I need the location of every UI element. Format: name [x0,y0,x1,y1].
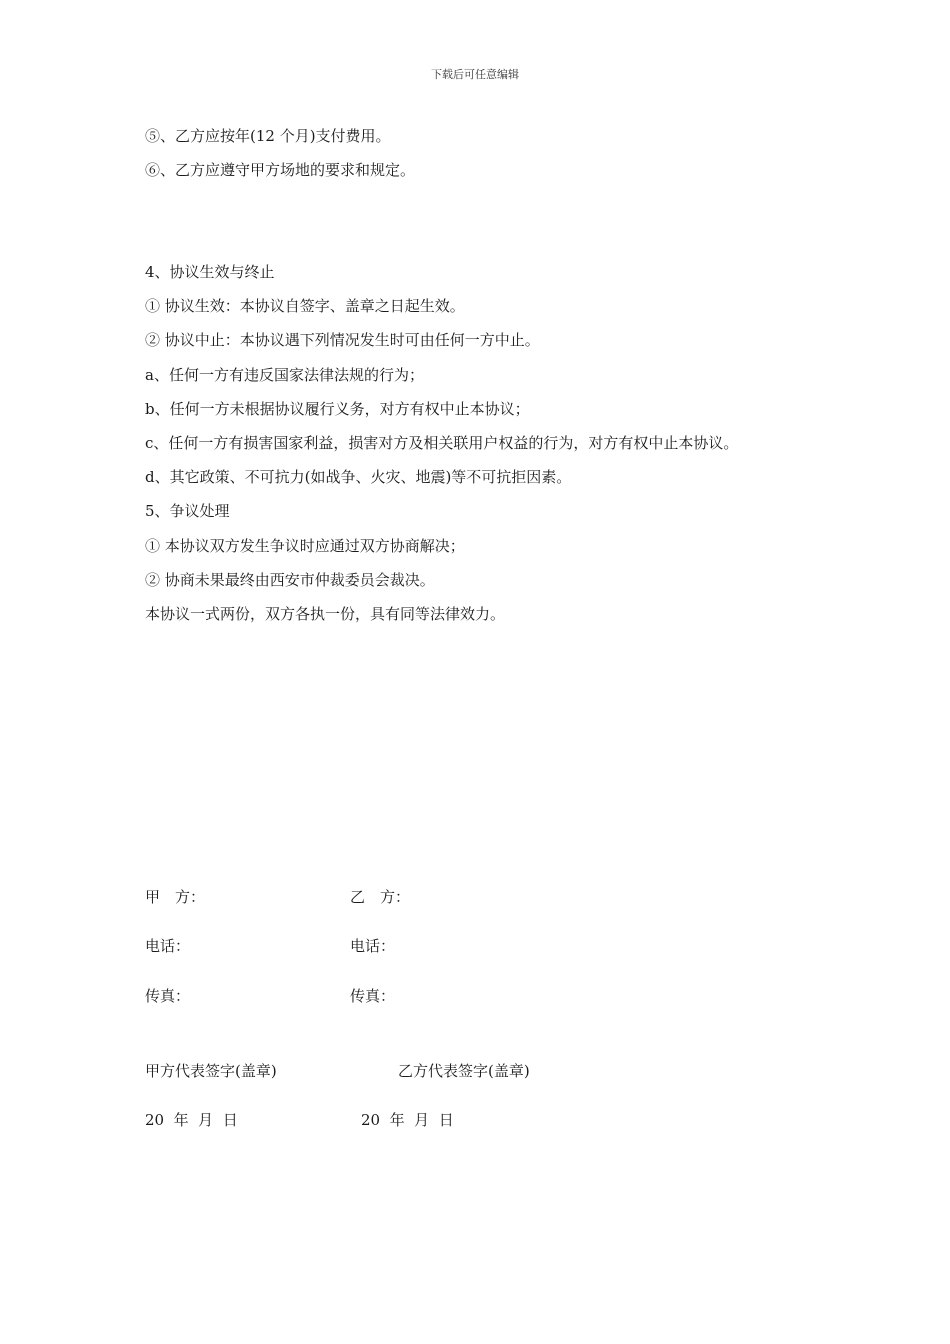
clause-negotiation: ① 本协议双方发生争议时应通过双方协商解决； [145,537,465,555]
party-a-date: 20 年 月 日 [145,1111,238,1129]
party-b-label: 乙 方： [350,888,411,906]
party-a-fax-label: 传真： [145,987,191,1005]
clause-arbitration: ② 协商未果最终由西安市仲裁委员会裁决。 [145,571,435,589]
party-a-representative-signature: 甲方代表签字(盖章) [145,1062,277,1080]
clause-6-site-rules: ⑥、乙方应遵守甲方场地的要求和规定。 [145,161,416,179]
clause-item-c: c、任何一方有损害国家利益，损害对方及相关联用户权益的行为，对方有权中止本协议。 [145,434,739,452]
party-a-label: 甲 方： [145,888,206,906]
clause-item-a: a、任何一方有违反国家法律法规的行为； [145,366,424,384]
party-b-date: 20 年 月 日 [361,1111,454,1129]
party-b-representative-signature: 乙方代表签字(盖章) [398,1062,530,1080]
party-b-fax-label: 传真： [350,987,396,1005]
clause-5-payment: ⑤、乙方应按年(12 个月)支付费用。 [145,127,391,145]
clause-item-b: b、任何一方未根据协议履行义务，对方有权中止本协议； [145,400,530,418]
party-b-phone-label: 电话： [350,937,396,955]
section-4-heading: 4、协议生效与终止 [145,263,275,281]
party-a-phone-label: 电话： [145,937,191,955]
clause-copies: 本协议一式两份，双方各执一份，具有同等法律效力。 [145,605,506,623]
section-5-heading: 5、争议处理 [145,502,230,520]
clause-effective: ① 协议生效：本协议自签字、盖章之日起生效。 [145,297,465,315]
header-note: 下载后可任意编辑 [431,68,519,81]
clause-item-d: d、其它政策、不可抗力(如战争、火灾、地震)等不可抗拒因素。 [145,468,572,486]
clause-suspension: ② 协议中止：本协议遇下列情况发生时可由任何一方中止。 [145,331,540,349]
